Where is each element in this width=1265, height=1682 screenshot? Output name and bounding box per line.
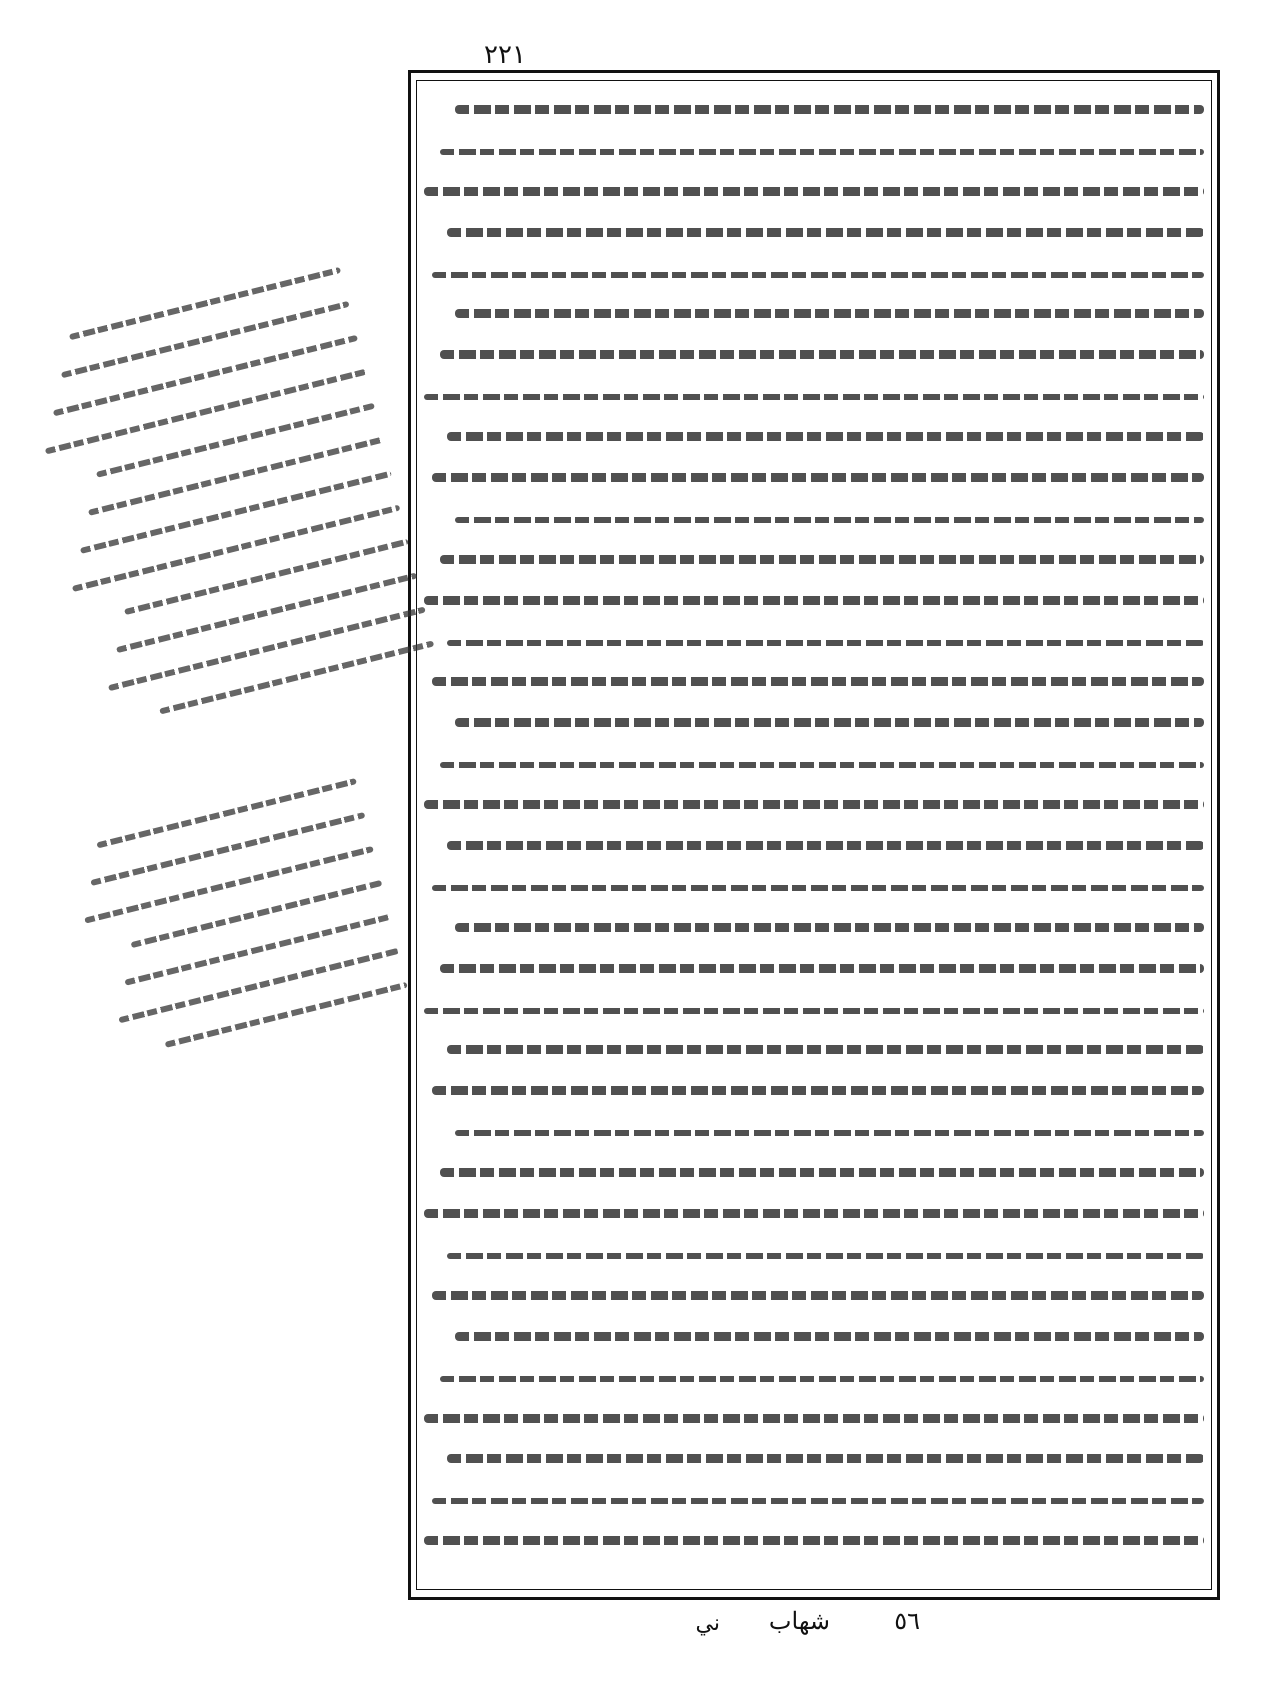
- manuscript-line: [424, 501, 1204, 534]
- manuscript-line: [424, 1155, 1204, 1188]
- manuscript-line: [424, 787, 1204, 820]
- manuscript-line-stroke: [447, 432, 1204, 441]
- manuscript-line: [424, 828, 1204, 861]
- manuscript-line: [424, 1237, 1204, 1270]
- manuscript-line: [424, 624, 1204, 657]
- manuscript-line: [424, 869, 1204, 902]
- manuscript-line-stroke: [447, 228, 1204, 237]
- manuscript-line-stroke: [440, 350, 1204, 359]
- manuscript-line: [424, 419, 1204, 452]
- manuscript-line: [424, 1032, 1204, 1065]
- manuscript-line: [424, 1360, 1204, 1393]
- manuscript-line-stroke: [424, 1414, 1204, 1423]
- manuscript-line: [424, 133, 1204, 166]
- manuscript-line-stroke: [432, 1086, 1204, 1095]
- signature-number: ٥٦: [894, 1607, 920, 1635]
- manuscript-line-stroke: [424, 1209, 1204, 1218]
- manuscript-line: [424, 215, 1204, 248]
- manuscript-line: [424, 1523, 1204, 1556]
- manuscript-line-stroke: [440, 149, 1204, 155]
- manuscript-line-stroke: [447, 1454, 1204, 1463]
- manuscript-line-stroke: [447, 640, 1204, 646]
- main-text-block: [424, 92, 1204, 1582]
- manuscript-line: [424, 1401, 1204, 1434]
- manuscript-line: [424, 460, 1204, 493]
- manuscript-line-stroke: [447, 1253, 1204, 1259]
- manuscript-line-stroke: [440, 1376, 1204, 1382]
- manuscript-line-stroke: [455, 105, 1204, 114]
- manuscript-line: [424, 174, 1204, 207]
- manuscript-line-stroke: [440, 1168, 1204, 1177]
- page-footer: [600, 1607, 980, 1647]
- signature-word: شهاب: [768, 1607, 830, 1635]
- manuscript-line-stroke: [432, 473, 1204, 482]
- manuscript-line-stroke: [424, 1008, 1204, 1014]
- manuscript-line: [424, 256, 1204, 289]
- manuscript-line-stroke: [447, 841, 1204, 850]
- manuscript-line: [424, 951, 1204, 984]
- manuscript-line-stroke: [455, 309, 1204, 318]
- manuscript-line: [424, 1482, 1204, 1515]
- manuscript-line: [424, 1073, 1204, 1106]
- manuscript-line-stroke: [455, 923, 1204, 932]
- manuscript-line-stroke: [432, 272, 1204, 278]
- manuscript-line-stroke: [424, 394, 1204, 400]
- manuscript-line: [424, 1278, 1204, 1311]
- manuscript-line-stroke: [455, 718, 1204, 727]
- manuscript-line: [424, 583, 1204, 616]
- marginal-gloss: [7, 257, 472, 883]
- manuscript-line-stroke: [432, 1291, 1204, 1300]
- manuscript-line-stroke: [440, 964, 1204, 973]
- manuscript-line-stroke: [432, 885, 1204, 891]
- manuscript-line-stroke: [432, 1498, 1204, 1504]
- manuscript-line: [424, 1441, 1204, 1474]
- manuscript-line-stroke: [440, 762, 1204, 768]
- manuscript-line: [424, 337, 1204, 370]
- manuscript-line: [424, 992, 1204, 1025]
- page-number: ٢٢١: [484, 40, 526, 70]
- manuscript-line: [424, 746, 1204, 779]
- manuscript-line-stroke: [447, 1045, 1204, 1054]
- manuscript-line-stroke: [424, 187, 1204, 196]
- manuscript-line-stroke: [440, 555, 1204, 564]
- manuscript-line-stroke: [424, 1536, 1204, 1545]
- manuscript-line: [424, 1114, 1204, 1147]
- manuscript-line: [424, 910, 1204, 943]
- manuscript-line: [424, 1196, 1204, 1229]
- manuscript-line: [424, 1319, 1204, 1352]
- manuscript-line: [424, 378, 1204, 411]
- manuscript-line: [424, 542, 1204, 575]
- manuscript-line: [424, 92, 1204, 125]
- manuscript-line-stroke: [424, 800, 1204, 809]
- manuscript-line-stroke: [455, 517, 1204, 523]
- manuscript-line-stroke: [432, 677, 1204, 686]
- manuscript-line: [424, 296, 1204, 329]
- manuscript-line-stroke: [455, 1130, 1204, 1136]
- manuscript-line-stroke: [424, 596, 1204, 605]
- signature-suffix: ني: [695, 1611, 720, 1636]
- manuscript-line-stroke: [455, 1332, 1204, 1341]
- manuscript-line: [424, 705, 1204, 738]
- manuscript-line: [424, 664, 1204, 697]
